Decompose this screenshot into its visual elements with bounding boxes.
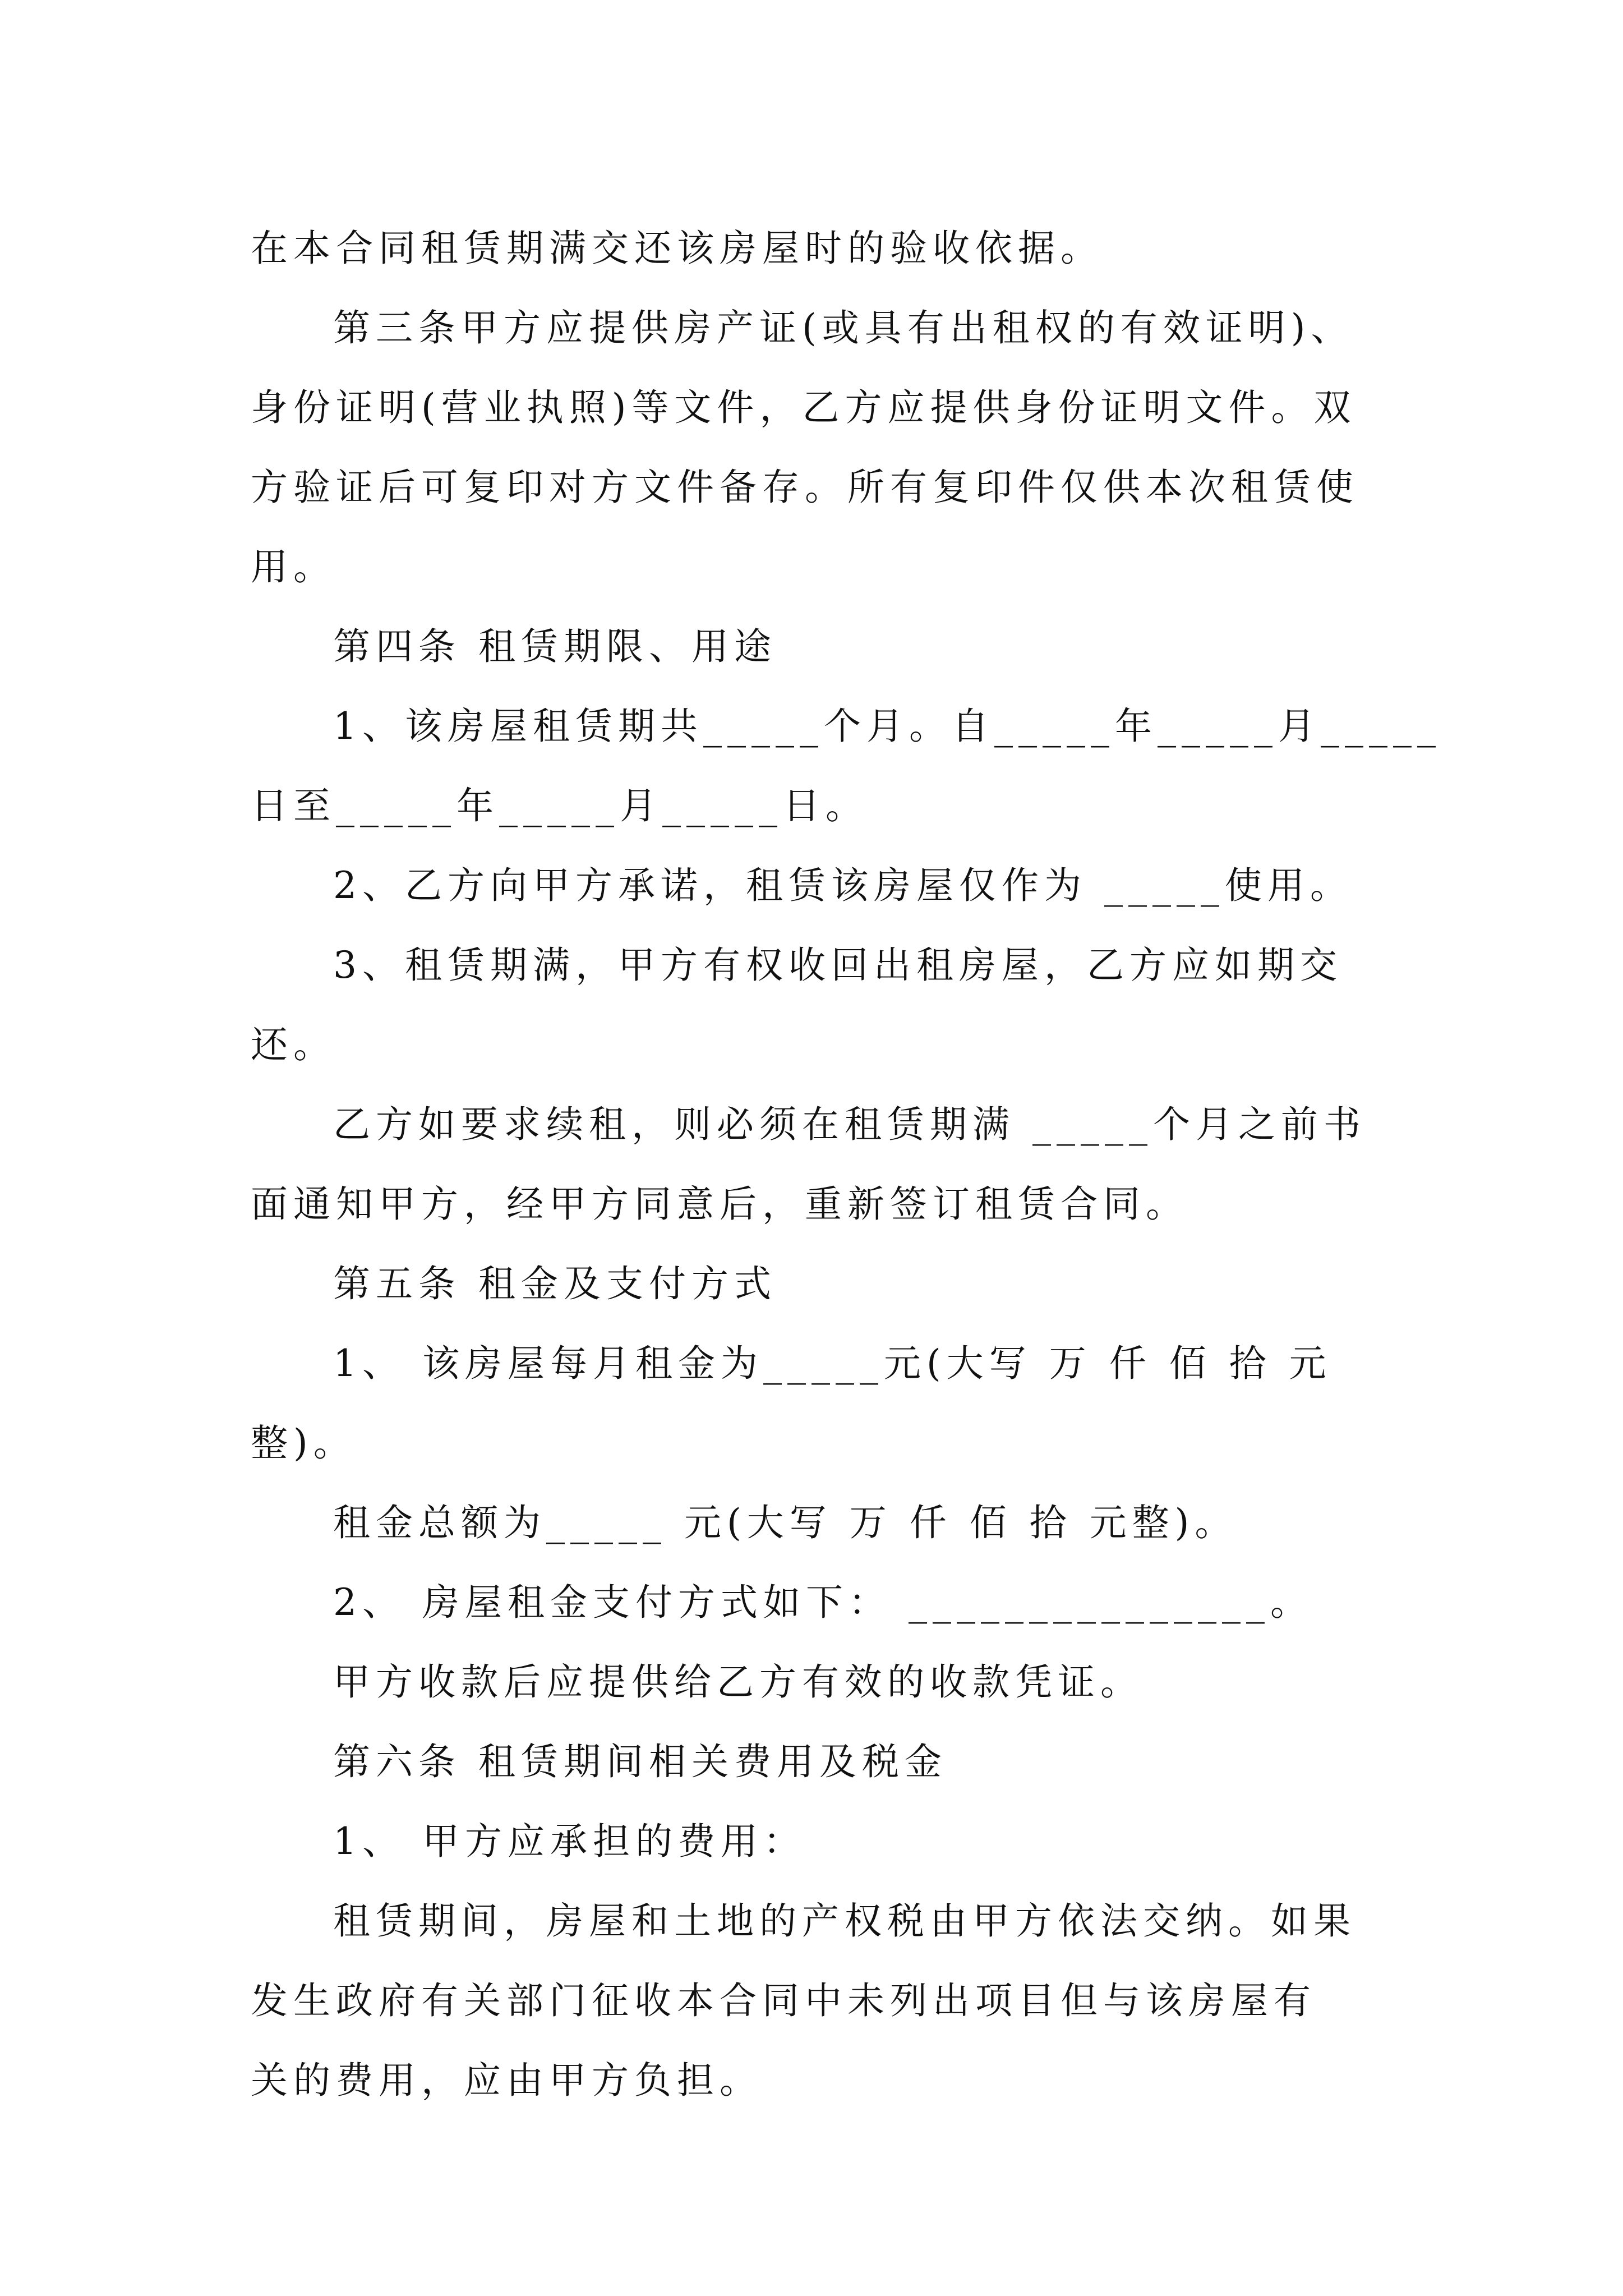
text-line: 整)。 [251,1421,356,1465]
text-line: 1、该房屋租赁期共_____个月。自_____年_____月_____ [333,705,1441,748]
text-line: 关的费用，应由甲方负担。 [251,2059,762,2102]
text-line: 1、 甲方应承担的费用： [333,1820,806,1863]
text-line: 租金总额为_____ 元(大写 万 仟 佰 拾 元整)。 [333,1501,1238,1544]
text-line: 面通知甲方，经甲方同意后，重新签订租赁合同。 [251,1182,1188,1226]
text-line: 还。 [251,1023,336,1066]
text-line: 乙方如要求续租，则必须在租赁期满 _____个月之前书 [333,1103,1366,1146]
text-line: 日至_____年_____月_____日。 [251,784,868,827]
section-heading: 第五条 租金及支付方式 [333,1262,777,1305]
document-body [251,209,1441,2120]
text-line: 身份证明(营业执照)等文件，乙方应提供身份证明文件。双 [251,386,1357,429]
text-line: 用。 [251,545,336,588]
text-line: 方验证后可复印对方文件备存。所有复印件仅供本次租赁使 [251,466,1359,509]
text-line: 1、 该房屋每月租金为_____元(大写 万 仟 佰 拾 元 [333,1342,1332,1385]
text-line: 2、乙方向甲方承诺，租赁该房屋仅作为 _____使用。 [333,864,1353,907]
text-line: 2、 房屋租金支付方式如下： _______________。 [333,1581,1313,1624]
text-line: 租赁期间，房屋和土地的产权税由甲方依法交纳。如果 [333,1899,1356,1943]
section-heading: 第六条 租赁期间相关费用及税金 [333,1740,947,1783]
section-heading: 第四条 租赁期限、用途 [333,625,777,668]
text-line: 第三条甲方应提供房产证(或具有出租权的有效证明)、 [333,306,1354,349]
text-line: 3、租赁期满，甲方有权收回出租房屋，乙方应如期交 [333,944,1343,987]
text-line: 发生政府有关部门征收本合同中未列出项目但与该房屋有 [251,1979,1316,2022]
text-line: 在本合同租赁期满交还该房屋时的验收依据。 [251,227,1103,270]
text-line: 甲方收款后应提供给乙方有效的收款凭证。 [333,1660,1143,1704]
